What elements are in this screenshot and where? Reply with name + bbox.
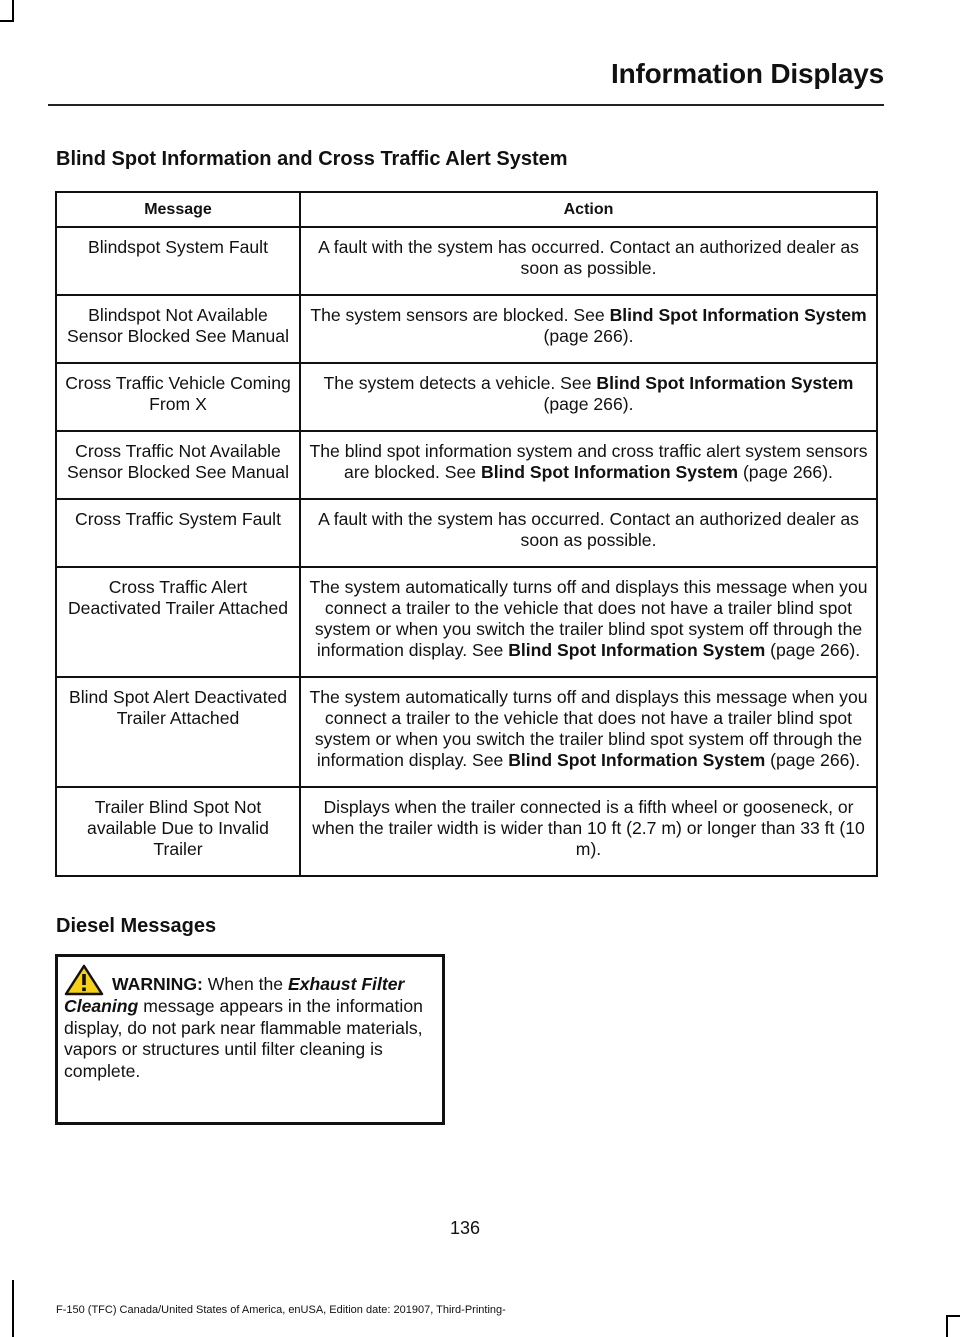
section-title-diesel: Diesel Messages — [56, 915, 217, 937]
action-text: A fault with the system has occurred. Contact an authorized dealer as soon as possible. — [318, 237, 859, 278]
page-reference: (page 266). — [770, 750, 861, 770]
action-cell — [300, 363, 877, 431]
table-row — [56, 431, 877, 499]
crop-mark — [0, 20, 14, 22]
messages-table — [55, 191, 878, 877]
warning-text-after: message appears in the information display, do not park near flammable materials, vapors or structures until filter cleaning is complete. — [64, 996, 423, 1081]
message-cell: Blindspot System Fault — [56, 227, 300, 295]
action-text: Displays when the trailer connected is a fifth wheel or gooseneck, or when the trailer width is wider than 10 ft (2.7 m) or longer than 33 ft (10 m). — [312, 797, 865, 859]
warning-box — [55, 954, 445, 1125]
message-cell: Cross Traffic System Fault — [56, 499, 300, 567]
header-rule — [48, 104, 884, 106]
message-cell: Cross Traffic Vehicle Coming From X — [56, 363, 300, 431]
action-cell — [300, 499, 877, 567]
action-text: The system detects a vehicle. See — [323, 373, 592, 393]
table-row — [56, 295, 877, 363]
cross-reference-link[interactable]: Blind Spot Information System — [508, 750, 766, 770]
table-row — [56, 567, 877, 677]
cross-reference-link[interactable]: Blind Spot Information System — [480, 462, 739, 482]
warning-triangle-icon — [64, 964, 104, 996]
column-header-message: Message — [56, 192, 300, 227]
table-header-row — [56, 192, 877, 227]
action-text: A fault with the system has occurred. Contact an authorized dealer as soon as possible. — [318, 509, 859, 550]
warning-label: WARNING: — [112, 974, 203, 994]
action-cell — [300, 295, 877, 363]
page-reference: (page 266). — [543, 394, 634, 414]
warning-emphasis: Exhaust Filter Cleaning — [64, 974, 405, 1016]
message-cell: Cross Traffic Not Available Sensor Blocked See Manual — [56, 431, 300, 499]
page-title: Information Displays — [611, 58, 884, 89]
section-title-blind-spot: Blind Spot Information and Cross Traffic Alert System — [56, 148, 568, 170]
message-cell: Blind Spot Alert Deactivated Trailer Attached — [56, 677, 300, 787]
action-text: The system sensors are blocked. See — [310, 305, 605, 325]
message-cell: Trailer Blind Spot Not available Due to Invalid Trailer — [56, 787, 300, 876]
crop-mark — [12, 1280, 14, 1337]
table-row — [56, 677, 877, 787]
cross-reference-link[interactable]: Blind Spot Information System — [609, 305, 867, 325]
crop-mark — [946, 1315, 948, 1337]
table-row — [56, 787, 877, 876]
page-reference: (page 266). — [770, 640, 861, 660]
table-row — [56, 363, 877, 431]
footer-text: F-150 (TFC) Canada/United States of America, enUSA, Edition date: 201907, Third-Printing- — [56, 1304, 506, 1316]
crop-mark — [12, 0, 14, 22]
crop-mark — [946, 1315, 960, 1317]
table-row — [56, 499, 877, 567]
table-row — [56, 227, 877, 295]
action-cell — [300, 677, 877, 787]
action-text: The system automatically turns off and displays this message when you connect a trailer to the vehicle that does not have a trailer blind spot system or when you switch the trailer blind spot system off through the information display. See — [309, 687, 868, 770]
column-header-action: Action — [300, 192, 877, 227]
cross-reference-link[interactable]: Blind Spot Information System — [596, 373, 854, 393]
action-text: The system automatically turns off and displays this message when you connect a trailer to the vehicle that does not have a trailer blind spot system or when you switch the trailer blind spot system off through the information display. See — [309, 577, 868, 660]
action-cell — [300, 567, 877, 677]
cross-reference-link[interactable]: Blind Spot Information System — [508, 640, 766, 660]
page-reference: (page 266). — [543, 326, 634, 346]
action-text: The blind spot information system and cross traffic alert system sensors are blocked. See — [309, 441, 868, 482]
message-cell: Blindspot Not Available Sensor Blocked See Manual — [56, 295, 300, 363]
action-cell — [300, 787, 877, 876]
action-cell — [300, 431, 877, 499]
message-cell: Cross Traffic Alert Deactivated Trailer Attached — [56, 567, 300, 677]
page-number: 136 — [449, 1218, 481, 1238]
action-cell — [300, 227, 877, 295]
warning-text-before: When the — [207, 974, 284, 994]
page-reference: (page 266). — [742, 462, 833, 482]
